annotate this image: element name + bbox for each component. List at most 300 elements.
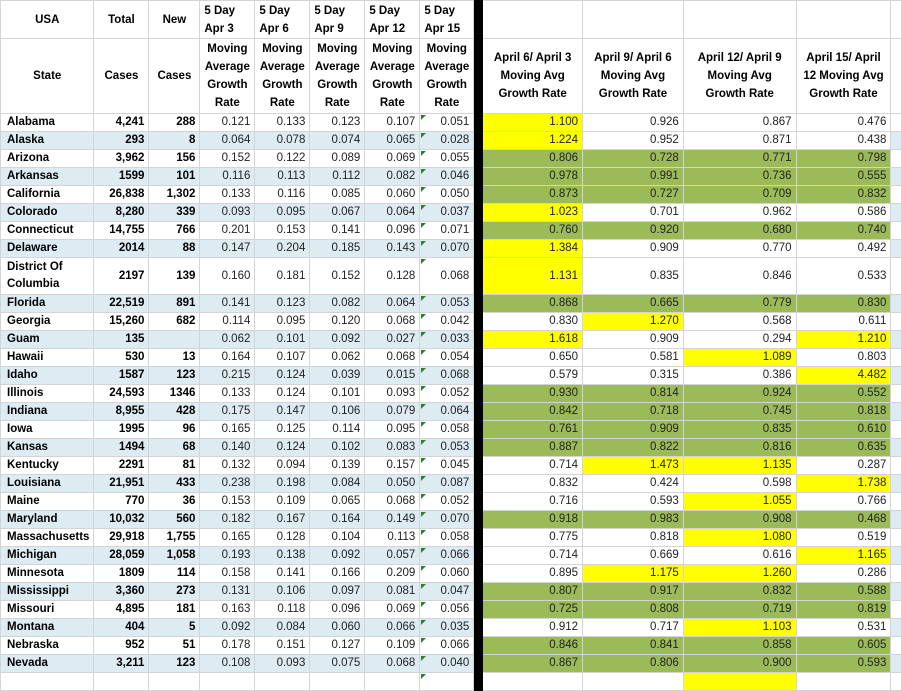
growth-ratio-cell[interactable]: 0.819 xyxy=(796,601,891,619)
growth-ratio-cell[interactable]: 0.814 xyxy=(583,385,684,403)
growth-rate-cell[interactable]: 0.093 xyxy=(365,385,420,403)
growth-rate-cell[interactable]: 0.060 xyxy=(365,186,420,204)
new-cases-cell[interactable]: 123 xyxy=(149,655,200,673)
growth-rate-cell[interactable]: 0.114 xyxy=(200,313,255,331)
growth-ratio-cell[interactable]: 0.568 xyxy=(683,313,796,331)
header-ratio-apr6-apr3[interactable]: April 6/ April 3 Moving Avg Growth Rate xyxy=(483,39,583,114)
growth-rate-cell[interactable]: 0.131 xyxy=(200,583,255,601)
growth-ratio-cell[interactable]: 1.080 xyxy=(683,529,796,547)
growth-ratio-cell[interactable]: 0.908 xyxy=(683,511,796,529)
state-cell[interactable]: Alaska xyxy=(1,132,94,150)
growth-rate-cell[interactable]: 0.198 xyxy=(255,475,310,493)
new-cases-cell[interactable]: 433 xyxy=(149,475,200,493)
growth-ratio-cell[interactable]: 0.669 xyxy=(583,547,684,565)
growth-ratio-cell[interactable]: 0.593 xyxy=(796,655,891,673)
growth-rate-cell[interactable]: 0.065 xyxy=(365,132,420,150)
state-cell[interactable]: Arkansas xyxy=(1,168,94,186)
growth-rate-cell[interactable]: 0.201 xyxy=(200,222,255,240)
growth-ratio-cell[interactable]: 0.588 xyxy=(796,583,891,601)
state-cell[interactable]: Hawaii xyxy=(1,349,94,367)
growth-ratio-cell[interactable]: 0.835 xyxy=(683,421,796,439)
header-empty-cell[interactable] xyxy=(483,1,583,39)
growth-rate-cell[interactable] xyxy=(255,673,310,691)
growth-rate-cell[interactable]: 0.163 xyxy=(200,601,255,619)
growth-rate-cell[interactable]: 0.027 xyxy=(365,331,420,349)
new-cases-cell[interactable]: 96 xyxy=(149,421,200,439)
empty-cell[interactable] xyxy=(891,439,901,457)
new-cases-cell[interactable]: 560 xyxy=(149,511,200,529)
growth-ratio-cell[interactable]: 1.135 xyxy=(683,457,796,475)
state-cell[interactable]: Kansas xyxy=(1,439,94,457)
growth-ratio-cell[interactable]: 0.858 xyxy=(683,637,796,655)
growth-rate-cell[interactable]: 0.064 xyxy=(420,403,474,421)
empty-cell[interactable] xyxy=(891,601,901,619)
total-cases-cell[interactable]: 26,838 xyxy=(94,186,149,204)
new-cases-cell[interactable]: 339 xyxy=(149,204,200,222)
growth-rate-cell[interactable]: 0.118 xyxy=(255,601,310,619)
growth-rate-cell[interactable]: 0.152 xyxy=(200,150,255,168)
growth-ratio-cell[interactable] xyxy=(583,673,684,691)
total-cases-cell[interactable]: 8,280 xyxy=(94,204,149,222)
growth-rate-cell[interactable]: 0.125 xyxy=(255,421,310,439)
growth-rate-cell[interactable]: 0.078 xyxy=(255,132,310,150)
new-cases-cell[interactable]: 51 xyxy=(149,637,200,655)
growth-ratio-cell[interactable]: 0.718 xyxy=(583,403,684,421)
empty-cell[interactable] xyxy=(891,385,901,403)
new-cases-cell[interactable] xyxy=(149,331,200,349)
total-cases-cell[interactable]: 3,962 xyxy=(94,150,149,168)
growth-rate-cell[interactable]: 0.107 xyxy=(365,114,420,132)
growth-rate-cell[interactable]: 0.102 xyxy=(310,439,365,457)
growth-rate-cell[interactable]: 0.066 xyxy=(420,637,474,655)
growth-rate-cell[interactable]: 0.106 xyxy=(310,403,365,421)
total-cases-cell[interactable] xyxy=(94,673,149,691)
new-cases-cell[interactable]: 81 xyxy=(149,457,200,475)
growth-ratio-cell[interactable]: 0.873 xyxy=(483,186,583,204)
growth-ratio-cell[interactable]: 0.586 xyxy=(796,204,891,222)
growth-ratio-cell[interactable]: 0.912 xyxy=(483,619,583,637)
growth-ratio-cell[interactable]: 0.918 xyxy=(483,511,583,529)
growth-rate-cell[interactable]: 0.084 xyxy=(255,619,310,637)
header-5day-apr6[interactable]: 5 Day Apr 6 xyxy=(255,1,310,39)
growth-ratio-cell[interactable]: 0.803 xyxy=(796,349,891,367)
growth-ratio-cell[interactable]: 0.771 xyxy=(683,150,796,168)
growth-ratio-cell[interactable]: 1.055 xyxy=(683,493,796,511)
new-cases-cell[interactable]: 1346 xyxy=(149,385,200,403)
growth-ratio-cell[interactable]: 0.581 xyxy=(583,349,684,367)
growth-ratio-cell[interactable]: 1.100 xyxy=(483,114,583,132)
total-cases-cell[interactable]: 22,519 xyxy=(94,295,149,313)
new-cases-cell[interactable]: 1,058 xyxy=(149,547,200,565)
growth-rate-cell[interactable]: 0.124 xyxy=(255,385,310,403)
growth-ratio-cell[interactable]: 0.552 xyxy=(796,385,891,403)
growth-rate-cell[interactable]: 0.084 xyxy=(310,475,365,493)
growth-rate-cell[interactable]: 0.133 xyxy=(255,114,310,132)
growth-rate-cell[interactable]: 0.074 xyxy=(310,132,365,150)
growth-rate-cell[interactable]: 0.132 xyxy=(200,457,255,475)
growth-rate-cell[interactable]: 0.068 xyxy=(365,655,420,673)
growth-ratio-cell[interactable] xyxy=(683,673,796,691)
growth-rate-cell[interactable]: 0.055 xyxy=(420,150,474,168)
growth-rate-cell[interactable]: 0.070 xyxy=(420,240,474,258)
growth-ratio-cell[interactable]: 0.830 xyxy=(796,295,891,313)
growth-rate-cell[interactable] xyxy=(420,673,474,691)
new-cases-cell[interactable]: 273 xyxy=(149,583,200,601)
empty-cell[interactable] xyxy=(891,547,901,565)
growth-rate-cell[interactable]: 0.141 xyxy=(200,295,255,313)
growth-rate-cell[interactable]: 0.057 xyxy=(365,547,420,565)
new-cases-cell[interactable]: 1,302 xyxy=(149,186,200,204)
empty-cell[interactable] xyxy=(891,331,901,349)
growth-rate-cell[interactable]: 0.040 xyxy=(420,655,474,673)
total-cases-cell[interactable]: 21,951 xyxy=(94,475,149,493)
growth-rate-cell[interactable]: 0.123 xyxy=(255,295,310,313)
growth-rate-cell[interactable]: 0.097 xyxy=(310,583,365,601)
total-cases-cell[interactable]: 15,260 xyxy=(94,313,149,331)
growth-rate-cell[interactable]: 0.151 xyxy=(255,637,310,655)
growth-rate-cell[interactable] xyxy=(200,673,255,691)
state-cell[interactable]: Minnesota xyxy=(1,565,94,583)
growth-rate-cell[interactable]: 0.095 xyxy=(255,313,310,331)
total-cases-cell[interactable]: 4,895 xyxy=(94,601,149,619)
growth-rate-cell[interactable]: 0.092 xyxy=(310,331,365,349)
growth-ratio-cell[interactable]: 0.832 xyxy=(796,186,891,204)
growth-rate-cell[interactable]: 0.120 xyxy=(310,313,365,331)
growth-ratio-cell[interactable]: 1.210 xyxy=(796,331,891,349)
growth-rate-cell[interactable]: 0.113 xyxy=(255,168,310,186)
growth-ratio-cell[interactable]: 0.909 xyxy=(583,240,684,258)
growth-rate-cell[interactable]: 0.092 xyxy=(310,547,365,565)
growth-ratio-cell[interactable]: 0.806 xyxy=(583,655,684,673)
growth-ratio-cell[interactable]: 0.779 xyxy=(683,295,796,313)
growth-ratio-cell[interactable]: 0.650 xyxy=(483,349,583,367)
state-cell[interactable]: Mississippi xyxy=(1,583,94,601)
growth-rate-cell[interactable]: 0.153 xyxy=(200,493,255,511)
state-cell[interactable]: Idaho xyxy=(1,367,94,385)
total-cases-cell[interactable]: 14,755 xyxy=(94,222,149,240)
growth-rate-cell[interactable]: 0.093 xyxy=(255,655,310,673)
empty-cell[interactable] xyxy=(891,204,901,222)
state-cell[interactable]: Massachusetts xyxy=(1,529,94,547)
header-5day-apr3[interactable]: 5 Day Apr 3 xyxy=(200,1,255,39)
growth-ratio-cell[interactable]: 0.926 xyxy=(583,114,684,132)
empty-cell[interactable] xyxy=(891,673,901,691)
growth-rate-cell[interactable]: 0.127 xyxy=(310,637,365,655)
growth-ratio-cell[interactable]: 0.579 xyxy=(483,367,583,385)
growth-ratio-cell[interactable]: 0.952 xyxy=(583,132,684,150)
growth-rate-cell[interactable]: 0.042 xyxy=(420,313,474,331)
growth-ratio-cell[interactable]: 0.816 xyxy=(683,439,796,457)
growth-ratio-cell[interactable]: 0.766 xyxy=(796,493,891,511)
state-cell[interactable]: Illinois xyxy=(1,385,94,403)
empty-cell[interactable] xyxy=(891,421,901,439)
total-cases-cell[interactable]: 3,360 xyxy=(94,583,149,601)
growth-rate-cell[interactable]: 0.143 xyxy=(365,240,420,258)
growth-rate-cell[interactable]: 0.066 xyxy=(420,547,474,565)
total-cases-cell[interactable]: 2197 xyxy=(94,258,149,295)
growth-rate-cell[interactable]: 0.112 xyxy=(310,168,365,186)
growth-ratio-cell[interactable]: 0.841 xyxy=(583,637,684,655)
total-cases-cell[interactable]: 2014 xyxy=(94,240,149,258)
growth-ratio-cell[interactable]: 0.917 xyxy=(583,583,684,601)
growth-rate-cell[interactable]: 0.152 xyxy=(310,258,365,295)
growth-rate-cell[interactable]: 0.140 xyxy=(200,439,255,457)
new-cases-cell[interactable]: 101 xyxy=(149,168,200,186)
growth-ratio-cell[interactable]: 0.835 xyxy=(583,258,684,295)
empty-cell[interactable] xyxy=(891,511,901,529)
header-empty-cell[interactable] xyxy=(891,1,901,39)
growth-rate-cell[interactable]: 0.153 xyxy=(255,222,310,240)
new-cases-cell[interactable]: 181 xyxy=(149,601,200,619)
growth-ratio-cell[interactable]: 0.832 xyxy=(483,475,583,493)
empty-cell[interactable] xyxy=(891,457,901,475)
growth-ratio-cell[interactable]: 0.842 xyxy=(483,403,583,421)
header-state[interactable]: State xyxy=(1,39,94,114)
empty-cell[interactable] xyxy=(891,222,901,240)
growth-rate-cell[interactable]: 0.178 xyxy=(200,637,255,655)
header-empty-cell[interactable] xyxy=(796,1,891,39)
growth-rate-cell[interactable]: 0.064 xyxy=(200,132,255,150)
new-cases-cell[interactable]: 114 xyxy=(149,565,200,583)
growth-ratio-cell[interactable]: 0.806 xyxy=(483,150,583,168)
new-cases-cell[interactable]: 891 xyxy=(149,295,200,313)
new-cases-cell[interactable] xyxy=(149,673,200,691)
growth-ratio-cell[interactable]: 0.492 xyxy=(796,240,891,258)
growth-rate-cell[interactable]: 0.165 xyxy=(200,421,255,439)
empty-cell[interactable] xyxy=(891,295,901,313)
state-cell[interactable]: Kentucky xyxy=(1,457,94,475)
growth-ratio-cell[interactable]: 1.103 xyxy=(683,619,796,637)
growth-ratio-cell[interactable]: 0.770 xyxy=(683,240,796,258)
growth-ratio-cell[interactable] xyxy=(796,673,891,691)
growth-ratio-cell[interactable]: 0.909 xyxy=(583,331,684,349)
growth-ratio-cell[interactable]: 1.165 xyxy=(796,547,891,565)
total-cases-cell[interactable]: 1599 xyxy=(94,168,149,186)
growth-ratio-cell[interactable]: 0.808 xyxy=(583,601,684,619)
growth-ratio-cell[interactable]: 0.798 xyxy=(796,150,891,168)
total-cases-cell[interactable]: 952 xyxy=(94,637,149,655)
growth-rate-cell[interactable]: 0.092 xyxy=(200,619,255,637)
growth-rate-cell[interactable]: 0.133 xyxy=(200,385,255,403)
growth-rate-cell[interactable]: 0.141 xyxy=(255,565,310,583)
growth-rate-cell[interactable]: 0.164 xyxy=(200,349,255,367)
growth-ratio-cell[interactable]: 0.745 xyxy=(683,403,796,421)
growth-rate-cell[interactable]: 0.082 xyxy=(310,295,365,313)
growth-ratio-cell[interactable]: 0.716 xyxy=(483,493,583,511)
empty-cell[interactable] xyxy=(891,168,901,186)
growth-rate-cell[interactable]: 0.167 xyxy=(255,511,310,529)
growth-rate-cell[interactable]: 0.068 xyxy=(365,349,420,367)
empty-cell[interactable] xyxy=(891,258,901,295)
growth-ratio-cell[interactable]: 0.294 xyxy=(683,331,796,349)
growth-ratio-cell[interactable]: 0.807 xyxy=(483,583,583,601)
growth-ratio-cell[interactable]: 0.832 xyxy=(683,583,796,601)
growth-ratio-cell[interactable]: 0.593 xyxy=(583,493,684,511)
total-cases-cell[interactable]: 28,059 xyxy=(94,547,149,565)
growth-rate-cell[interactable]: 0.045 xyxy=(420,457,474,475)
growth-ratio-cell[interactable]: 0.830 xyxy=(483,313,583,331)
growth-ratio-cell[interactable]: 0.610 xyxy=(796,421,891,439)
new-cases-cell[interactable]: 68 xyxy=(149,439,200,457)
growth-ratio-cell[interactable]: 1.175 xyxy=(583,565,684,583)
empty-cell[interactable] xyxy=(891,655,901,673)
growth-ratio-cell[interactable]: 0.727 xyxy=(583,186,684,204)
growth-ratio-cell[interactable]: 0.701 xyxy=(583,204,684,222)
growth-rate-cell[interactable]: 0.128 xyxy=(365,258,420,295)
header-total[interactable]: Total xyxy=(94,1,149,39)
new-cases-cell[interactable]: 5 xyxy=(149,619,200,637)
state-cell[interactable]: District Of Columbia xyxy=(1,258,94,295)
growth-ratio-cell[interactable]: 1.618 xyxy=(483,331,583,349)
growth-rate-cell[interactable]: 0.101 xyxy=(255,331,310,349)
growth-rate-cell[interactable]: 0.093 xyxy=(200,204,255,222)
growth-ratio-cell[interactable]: 0.775 xyxy=(483,529,583,547)
growth-ratio-cell[interactable]: 1.270 xyxy=(583,313,684,331)
growth-rate-cell[interactable]: 0.175 xyxy=(200,403,255,421)
empty-cell[interactable] xyxy=(891,475,901,493)
empty-cell[interactable] xyxy=(891,619,901,637)
state-cell[interactable]: Indiana xyxy=(1,403,94,421)
growth-ratio-cell[interactable]: 0.717 xyxy=(583,619,684,637)
growth-rate-cell[interactable]: 0.215 xyxy=(200,367,255,385)
growth-ratio-cell[interactable]: 0.616 xyxy=(683,547,796,565)
state-cell[interactable]: Iowa xyxy=(1,421,94,439)
growth-rate-cell[interactable]: 0.081 xyxy=(365,583,420,601)
growth-rate-cell[interactable]: 0.085 xyxy=(310,186,365,204)
growth-rate-cell[interactable]: 0.065 xyxy=(310,493,365,511)
growth-ratio-cell[interactable]: 0.605 xyxy=(796,637,891,655)
total-cases-cell[interactable]: 770 xyxy=(94,493,149,511)
header-empty-cell[interactable] xyxy=(891,39,901,114)
growth-ratio-cell[interactable]: 0.533 xyxy=(796,258,891,295)
growth-rate-cell[interactable]: 0.071 xyxy=(420,222,474,240)
growth-rate-cell[interactable]: 0.075 xyxy=(310,655,365,673)
new-cases-cell[interactable]: 766 xyxy=(149,222,200,240)
header-5day-apr12[interactable]: 5 Day Apr 12 xyxy=(365,1,420,39)
total-cases-cell[interactable]: 1809 xyxy=(94,565,149,583)
empty-cell[interactable] xyxy=(891,313,901,331)
growth-ratio-cell[interactable]: 0.709 xyxy=(683,186,796,204)
growth-rate-cell[interactable]: 0.068 xyxy=(365,313,420,331)
header-ratio-apr9-apr6[interactable]: April 9/ April 6 Moving Avg Growth Rate xyxy=(583,39,684,114)
growth-ratio-cell[interactable]: 0.962 xyxy=(683,204,796,222)
growth-rate-cell[interactable]: 0.054 xyxy=(420,349,474,367)
growth-ratio-cell[interactable]: 0.818 xyxy=(583,529,684,547)
growth-rate-cell[interactable]: 0.166 xyxy=(310,565,365,583)
growth-rate-cell[interactable]: 0.058 xyxy=(420,421,474,439)
growth-rate-cell[interactable]: 0.128 xyxy=(255,529,310,547)
growth-ratio-cell[interactable]: 0.900 xyxy=(683,655,796,673)
growth-ratio-cell[interactable]: 0.714 xyxy=(483,457,583,475)
empty-cell[interactable] xyxy=(891,349,901,367)
total-cases-cell[interactable]: 404 xyxy=(94,619,149,637)
growth-rate-cell[interactable]: 0.157 xyxy=(365,457,420,475)
growth-ratio-cell[interactable]: 0.286 xyxy=(796,565,891,583)
new-cases-cell[interactable]: 428 xyxy=(149,403,200,421)
growth-ratio-cell[interactable]: 0.868 xyxy=(483,295,583,313)
growth-ratio-cell[interactable]: 1.473 xyxy=(583,457,684,475)
state-cell[interactable]: Maine xyxy=(1,493,94,511)
empty-cell[interactable] xyxy=(891,186,901,204)
state-cell[interactable]: Missouri xyxy=(1,601,94,619)
total-cases-cell[interactable]: 135 xyxy=(94,331,149,349)
growth-ratio-cell[interactable]: 0.991 xyxy=(583,168,684,186)
header-growth-apr6[interactable]: Moving Average Growth Rate xyxy=(255,39,310,114)
new-cases-cell[interactable]: 1,755 xyxy=(149,529,200,547)
growth-rate-cell[interactable]: 0.109 xyxy=(255,493,310,511)
growth-rate-cell[interactable]: 0.064 xyxy=(365,295,420,313)
header-growth-apr3[interactable]: Moving Average Growth Rate xyxy=(200,39,255,114)
growth-rate-cell[interactable]: 0.113 xyxy=(365,529,420,547)
empty-cell[interactable] xyxy=(891,529,901,547)
growth-rate-cell[interactable]: 0.050 xyxy=(365,475,420,493)
growth-rate-cell[interactable]: 0.096 xyxy=(365,222,420,240)
header-new-cases[interactable]: Cases xyxy=(149,39,200,114)
growth-rate-cell[interactable]: 0.106 xyxy=(255,583,310,601)
total-cases-cell[interactable]: 530 xyxy=(94,349,149,367)
growth-ratio-cell[interactable]: 0.287 xyxy=(796,457,891,475)
growth-rate-cell[interactable]: 0.068 xyxy=(420,258,474,295)
growth-ratio-cell[interactable]: 0.983 xyxy=(583,511,684,529)
state-cell[interactable]: Michigan xyxy=(1,547,94,565)
header-ratio-apr12-apr9[interactable]: April 12/ April 9 Moving Avg Growth Rate xyxy=(683,39,796,114)
growth-ratio-cell[interactable]: 1.384 xyxy=(483,240,583,258)
growth-rate-cell[interactable]: 0.121 xyxy=(200,114,255,132)
empty-cell[interactable] xyxy=(891,565,901,583)
new-cases-cell[interactable]: 88 xyxy=(149,240,200,258)
growth-rate-cell[interactable]: 0.124 xyxy=(255,367,310,385)
empty-cell[interactable] xyxy=(891,240,901,258)
growth-rate-cell[interactable]: 0.104 xyxy=(310,529,365,547)
growth-ratio-cell[interactable]: 0.846 xyxy=(483,637,583,655)
growth-rate-cell[interactable]: 0.066 xyxy=(365,619,420,637)
new-cases-cell[interactable]: 36 xyxy=(149,493,200,511)
growth-ratio-cell[interactable]: 1.224 xyxy=(483,132,583,150)
growth-rate-cell[interactable]: 0.141 xyxy=(310,222,365,240)
new-cases-cell[interactable]: 123 xyxy=(149,367,200,385)
empty-cell[interactable] xyxy=(891,583,901,601)
growth-ratio-cell[interactable]: 0.315 xyxy=(583,367,684,385)
growth-rate-cell[interactable]: 0.185 xyxy=(310,240,365,258)
empty-cell[interactable] xyxy=(891,403,901,421)
growth-rate-cell[interactable]: 0.052 xyxy=(420,385,474,403)
growth-rate-cell[interactable]: 0.147 xyxy=(200,240,255,258)
growth-ratio-cell[interactable]: 0.635 xyxy=(796,439,891,457)
growth-rate-cell[interactable]: 0.070 xyxy=(420,511,474,529)
state-cell[interactable]: Connecticut xyxy=(1,222,94,240)
total-cases-cell[interactable]: 29,918 xyxy=(94,529,149,547)
growth-rate-cell[interactable]: 0.089 xyxy=(310,150,365,168)
growth-ratio-cell[interactable]: 1.023 xyxy=(483,204,583,222)
empty-cell[interactable] xyxy=(891,132,901,150)
growth-rate-cell[interactable]: 0.079 xyxy=(365,403,420,421)
header-ratio-apr15-apr12[interactable]: April 15/ April 12 Moving Avg Growth Rate xyxy=(796,39,891,114)
growth-rate-cell[interactable]: 0.053 xyxy=(420,295,474,313)
growth-rate-cell[interactable]: 0.116 xyxy=(255,186,310,204)
growth-rate-cell[interactable]: 0.028 xyxy=(420,132,474,150)
growth-ratio-cell[interactable]: 0.740 xyxy=(796,222,891,240)
growth-rate-cell[interactable]: 0.094 xyxy=(255,457,310,475)
growth-ratio-cell[interactable]: 0.725 xyxy=(483,601,583,619)
growth-rate-cell[interactable]: 0.051 xyxy=(420,114,474,132)
growth-rate-cell[interactable]: 0.095 xyxy=(255,204,310,222)
growth-ratio-cell[interactable]: 1.131 xyxy=(483,258,583,295)
growth-rate-cell[interactable]: 0.123 xyxy=(310,114,365,132)
growth-ratio-cell[interactable]: 0.895 xyxy=(483,565,583,583)
growth-ratio-cell[interactable]: 0.761 xyxy=(483,421,583,439)
growth-rate-cell[interactable]: 0.046 xyxy=(420,168,474,186)
growth-ratio-cell[interactable]: 1.089 xyxy=(683,349,796,367)
